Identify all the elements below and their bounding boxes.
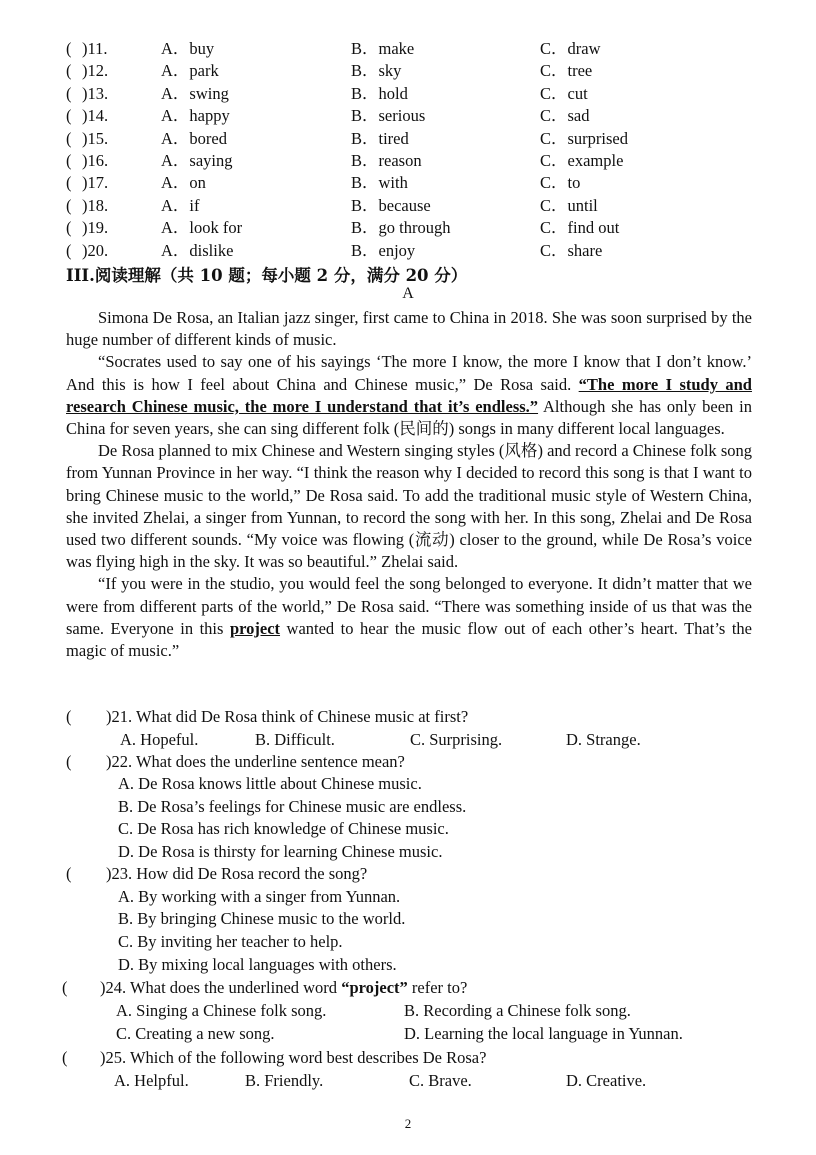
question-number: )15. xyxy=(82,128,109,148)
question-number: )16. xyxy=(82,151,109,170)
option-b: B．serious xyxy=(351,106,426,126)
choice-25-c: C. Brave. xyxy=(409,1071,472,1090)
option-c: C．example xyxy=(540,151,624,170)
choice-21-d: D. Strange. xyxy=(566,730,641,749)
choice-21-a: A. Hopeful. xyxy=(120,730,199,749)
answer-paren[interactable]: ( xyxy=(66,195,72,215)
choice-23-a: A. By working with a singer from Yunnan. xyxy=(118,887,401,906)
answer-paren[interactable]: ( xyxy=(66,707,72,726)
option-a: A．happy xyxy=(161,106,230,126)
answer-paren[interactable]: ( xyxy=(66,240,72,260)
answer-paren[interactable]: ( xyxy=(66,752,72,771)
choice-22-d: D. De Rosa is thirsty for learning Chinese music. xyxy=(118,842,443,861)
option-b: B．reason xyxy=(351,151,422,170)
underlined-sentence: “The more I study and research Chinese music, the more I understand that it’s endless.” xyxy=(66,374,752,416)
question-text: )25. Which of the following word best describes De Rosa? xyxy=(100,1048,487,1067)
option-a: A．saying xyxy=(161,151,233,170)
answer-paren[interactable]: ( xyxy=(66,218,72,238)
choice-22-b: B. De Rosa’s feelings for Chinese music are endless. xyxy=(118,797,467,816)
option-b: B．enjoy xyxy=(351,240,416,260)
option-a: A．on xyxy=(161,173,206,193)
cloze-option-row xyxy=(66,83,766,105)
option-b: B．because xyxy=(351,195,431,215)
option-c: C．find out xyxy=(540,218,620,238)
option-c: C．until xyxy=(540,195,598,215)
underlined-word-project: project xyxy=(229,618,281,638)
option-b: B．sky xyxy=(351,61,402,81)
question-number: )11. xyxy=(82,39,108,58)
option-c: C．surprised xyxy=(540,128,628,148)
answer-paren[interactable]: ( xyxy=(66,128,72,148)
option-b: B．with xyxy=(351,173,408,193)
cloze-option-row xyxy=(66,60,766,82)
question-number: )18. xyxy=(82,195,109,215)
answer-paren[interactable]: ( xyxy=(66,83,72,103)
choice-23-c: C. By inviting her teacher to help. xyxy=(118,932,343,951)
page-number: 2 xyxy=(404,1116,412,1131)
answer-paren[interactable]: ( xyxy=(66,173,72,193)
option-a: A．bored xyxy=(161,128,227,148)
option-b: B．go through xyxy=(351,218,451,238)
option-c: C．share xyxy=(540,240,603,260)
question-text: )24. What does the underlined word “project” refer to? xyxy=(100,978,468,997)
choice-23-b: B. By bringing Chinese music to the world. xyxy=(118,909,406,928)
choice-21-c: C. Surprising. xyxy=(410,730,503,749)
passage-paragraph-3: De Rosa planned to mix Chinese and Western singing styles (风格) and record a Chinese folk song from Yunnan Province in her way. “I think the reason why I decided to record this song is that I want to bring Chinese music to the world,” De Rosa said. To add the traditional music style of Western China, she invited Zhelai, a singer from Yunnan, to record the song with her. In this song, Zhelai and De Rosa used two different sounds. “My voice was flowing (流动) closer to the ground, while De Rosa’s voice was flying high in the sky. It was so beautiful.” Zhelai said. xyxy=(66,441,752,572)
option-c: C．tree xyxy=(540,61,593,81)
answer-paren[interactable]: ( xyxy=(66,864,72,883)
question-number: )12. xyxy=(82,61,109,81)
answer-paren[interactable]: ( xyxy=(66,39,72,58)
cloze-option-row xyxy=(66,172,766,194)
answer-paren[interactable]: ( xyxy=(62,1048,68,1067)
passage-paragraph-4: “If you were in the studio, you would feel the song belonged to everyone. It didn’t matter that we were from different parts of the world,” De Rosa said. “There was something inside of us that was the same. Everyone in this project wanted to hear the music flow out of each other’s heart. That’s the magic of music.” xyxy=(66,574,753,661)
cloze-option-row xyxy=(66,195,766,217)
option-c: C．sad xyxy=(540,106,590,126)
choice-25-b: B. Friendly. xyxy=(245,1071,324,1090)
question-text: )21. What did De Rosa think of Chinese music at first? xyxy=(106,707,469,726)
cloze-option-row xyxy=(66,105,766,127)
option-a: A．park xyxy=(161,61,219,81)
passage-paragraph-1: Simona De Rosa, an Italian jazz singer, first came to China in 2018. She was soon surprised by the huge number of different kinds of music. xyxy=(66,308,752,350)
choice-24-b: B. Recording a Chinese folk song. xyxy=(404,1001,631,1020)
question-number: )14. xyxy=(82,106,109,126)
passage-label: A xyxy=(402,285,414,302)
option-a: A．dislike xyxy=(161,240,234,260)
option-c: C．draw xyxy=(540,39,601,58)
option-a: A．swing xyxy=(161,83,229,103)
answer-paren[interactable]: ( xyxy=(62,978,68,997)
section-title: III.阅读理解（共 10 题；每小题 2 分，满分 20 分） xyxy=(66,266,468,285)
cloze-option-row xyxy=(66,38,766,60)
option-c: C．cut xyxy=(540,83,588,103)
cloze-option-row xyxy=(66,128,766,150)
quoted-word: “project” xyxy=(341,978,408,997)
choice-21-b: B. Difficult. xyxy=(255,730,335,749)
cloze-option-row xyxy=(66,240,766,262)
option-b: B．make xyxy=(351,39,415,58)
option-c: C．to xyxy=(540,173,581,193)
choice-24-c: C. Creating a new song. xyxy=(116,1024,275,1043)
choice-22-a: A. De Rosa knows little about Chinese music. xyxy=(118,774,422,793)
option-b: B．tired xyxy=(351,128,409,148)
option-b: B．hold xyxy=(351,83,408,103)
answer-paren[interactable]: ( xyxy=(66,151,72,170)
option-a: A．look for xyxy=(161,218,243,238)
choice-23-d: D. By mixing local languages with others. xyxy=(118,955,397,974)
choice-25-d: D. Creative. xyxy=(566,1071,647,1090)
choice-25-a: A. Helpful. xyxy=(114,1071,189,1090)
option-a: A．buy xyxy=(161,39,215,58)
question-number: )20. xyxy=(82,240,109,260)
question-text: )23. How did De Rosa record the song? xyxy=(106,864,368,883)
choice-22-c: C. De Rosa has rich knowledge of Chinese music. xyxy=(118,819,449,838)
answer-paren[interactable]: ( xyxy=(66,61,72,81)
question-number: )17. xyxy=(82,173,109,193)
choice-24-d: D. Learning the local language in Yunnan. xyxy=(404,1024,683,1043)
passage-paragraph-2: “Socrates used to say one of his sayings ‘The more I know, the more I know that I don’t know.’ And this is how I feel about China and Chinese music,” De Rosa said. “The more I study and research Chinese music, the more I understand that it’s endless.” Although she has only been in China for seven years, she can sing different folk (民间的) songs in many different local languages. xyxy=(66,352,752,439)
option-a: A．if xyxy=(161,195,200,215)
question-text: )22. What does the underline sentence mean? xyxy=(106,752,405,771)
choice-24-a: A. Singing a Chinese folk song. xyxy=(116,1001,327,1020)
answer-paren[interactable]: ( xyxy=(66,106,72,126)
reading-passage xyxy=(66,307,752,662)
cloze-option-row xyxy=(66,150,766,172)
cloze-option-row xyxy=(66,217,766,239)
question-number: )13. xyxy=(82,83,109,103)
question-number: )19. xyxy=(82,218,109,238)
